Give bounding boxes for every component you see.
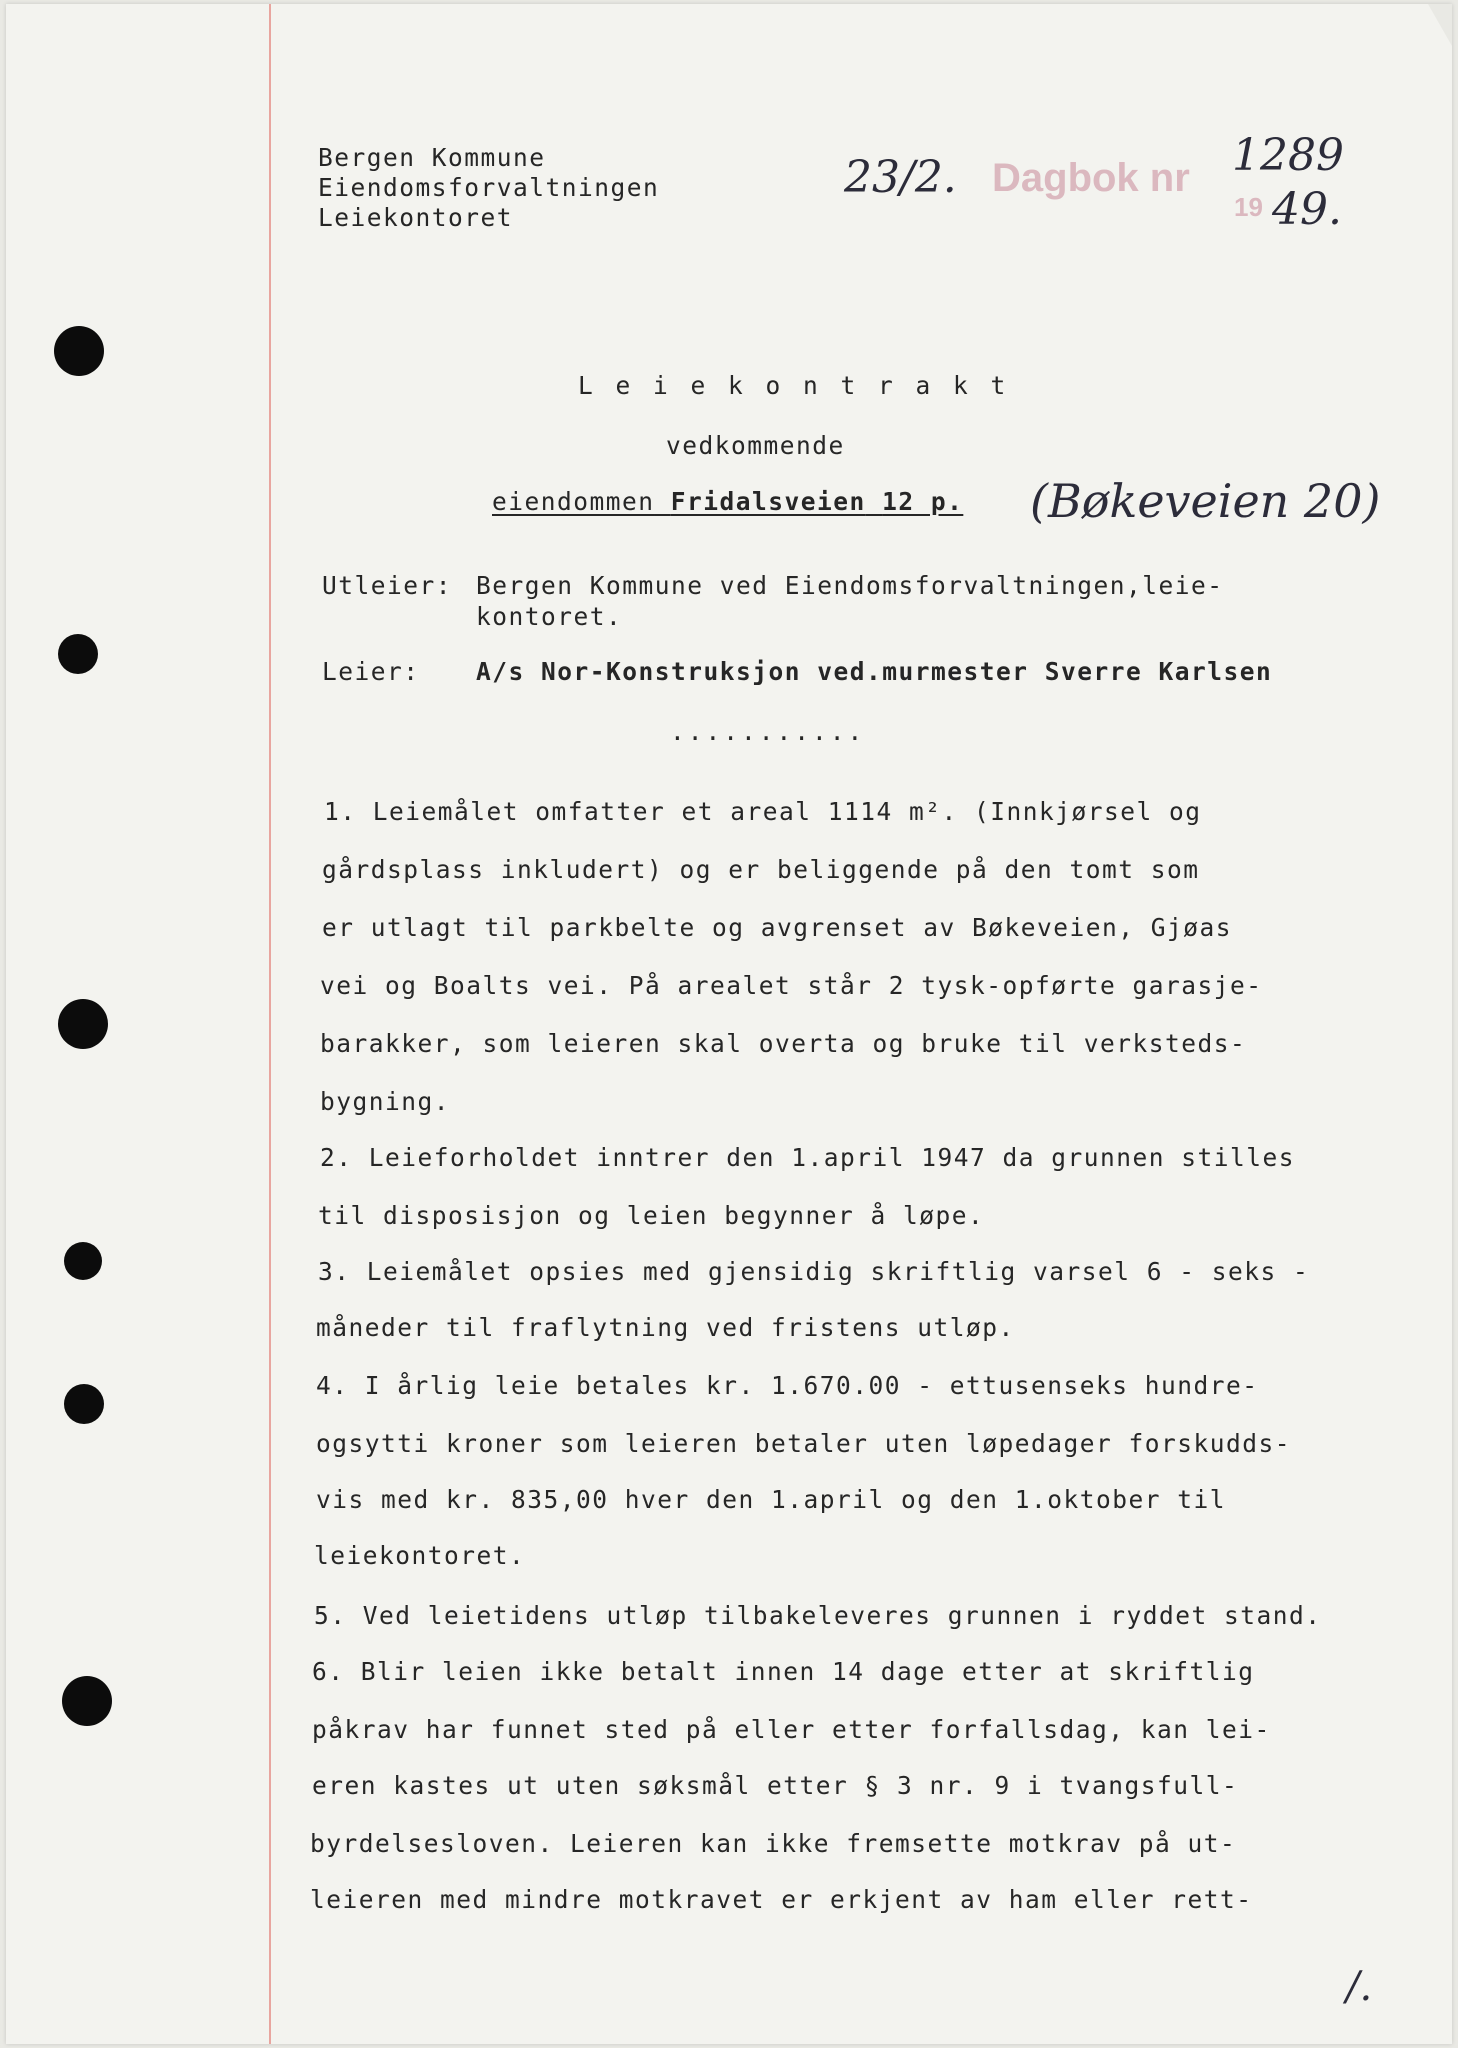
body-line: påkrav har funnet sted på eller etter forfallsdag, kan lei- bbox=[312, 1715, 1271, 1744]
handwritten-date: 23/2. bbox=[844, 152, 957, 203]
punch-hole bbox=[62, 1676, 112, 1726]
body-line: eren kastes ut uten søksmål etter § 3 nr. 9 i tvangsfull- bbox=[312, 1771, 1239, 1800]
punch-hole bbox=[58, 634, 98, 674]
body-line: barakker, som leieren skal overta og bruke til verksteds- bbox=[320, 1029, 1247, 1058]
header-line-3: Leiekontoret bbox=[318, 203, 514, 232]
header-line-2: Eiendomsforvaltningen bbox=[318, 173, 660, 202]
property-line bbox=[492, 487, 964, 516]
body-line: leiekontoret. bbox=[314, 1541, 526, 1570]
handwritten-journal-number: 1289 bbox=[1232, 130, 1344, 181]
body-line: 4. I årlig leie betales kr. 1.670.00 - ettusenseks hundre- bbox=[316, 1371, 1259, 1400]
body-line: gårdsplass inkludert) og er beliggende på den tomt som bbox=[322, 855, 1200, 884]
folded-corner bbox=[1428, 4, 1452, 46]
page-continuation-mark: /. bbox=[1346, 1964, 1373, 2010]
body-line: 3. Leiemålet opsies med gjensidig skriftlig varsel 6 - seks - bbox=[318, 1257, 1310, 1286]
utleier-value-1: Bergen Kommune ved Eiendomsforvaltningen,leie- bbox=[476, 571, 1224, 600]
separator-dots: ........... bbox=[670, 717, 866, 746]
body-line: til disposisjon og leien begynner å løpe. bbox=[318, 1201, 985, 1230]
document-page bbox=[6, 4, 1452, 2044]
body-line: bygning. bbox=[320, 1087, 451, 1116]
body-line: byrdelsesloven. Leieren kan ikke fremsette motkrav på ut- bbox=[310, 1829, 1237, 1858]
body-line: måneder til fraflytning ved fristens utløp. bbox=[316, 1313, 1015, 1342]
handwritten-year: 49. bbox=[1272, 184, 1342, 235]
body-line: 6. Blir leien ikke betalt innen 14 dage etter at skriftlig bbox=[312, 1657, 1255, 1686]
stamp-year: 19 bbox=[1234, 192, 1263, 222]
title-sub: vedkommende bbox=[666, 431, 845, 460]
header-line-1: Bergen Kommune bbox=[318, 143, 546, 172]
dagbok-stamp: Dagbok nr bbox=[992, 156, 1190, 200]
punch-hole bbox=[64, 1242, 102, 1280]
body-line: 5. Ved leietidens utløp tilbakeleveres grunnen i ryddet stand. bbox=[314, 1601, 1322, 1630]
leier-value: A/s Nor-Konstruksjon ved.murmester Sverre Karlsen bbox=[476, 657, 1273, 686]
property-name: Fridalsveien bbox=[670, 487, 866, 516]
utleier-value-2: kontoret. bbox=[476, 602, 623, 631]
punch-hole bbox=[54, 326, 104, 376]
body-line: 2. Leieforholdet inntrer den 1.april 1947 da grunnen stilles bbox=[320, 1143, 1296, 1172]
punch-hole bbox=[64, 1384, 104, 1424]
body-line: er utlagt til parkbelte og avgrenset av Bøkeveien, Gjøas bbox=[322, 913, 1233, 942]
property-rest: 12 p. bbox=[882, 487, 964, 516]
punch-hole bbox=[58, 999, 108, 1049]
handwritten-address: (Bøkeveien 20) bbox=[1030, 474, 1381, 528]
body-line: 1. Leiemålet omfatter et areal 1114 m². (Innkjørsel og bbox=[324, 797, 1202, 826]
property-label: eiendommen bbox=[492, 487, 655, 516]
leier-label: Leier: bbox=[322, 657, 420, 686]
document-title: L e i e k o n t r a k t bbox=[578, 371, 1010, 400]
body-line: leieren med mindre motkravet er erkjent av ham eller rett- bbox=[310, 1885, 1253, 1914]
body-line: vis med kr. 835,00 hver den 1.april og den 1.oktober til bbox=[316, 1485, 1227, 1514]
utleier-label: Utleier: bbox=[322, 571, 453, 600]
body-line: ogsytti kroner som leieren betaler uten løpedager forskudds- bbox=[316, 1429, 1292, 1458]
margin-line bbox=[269, 4, 271, 2044]
body-line: vei og Boalts vei. På arealet står 2 tysk-opførte garasje- bbox=[320, 971, 1263, 1000]
